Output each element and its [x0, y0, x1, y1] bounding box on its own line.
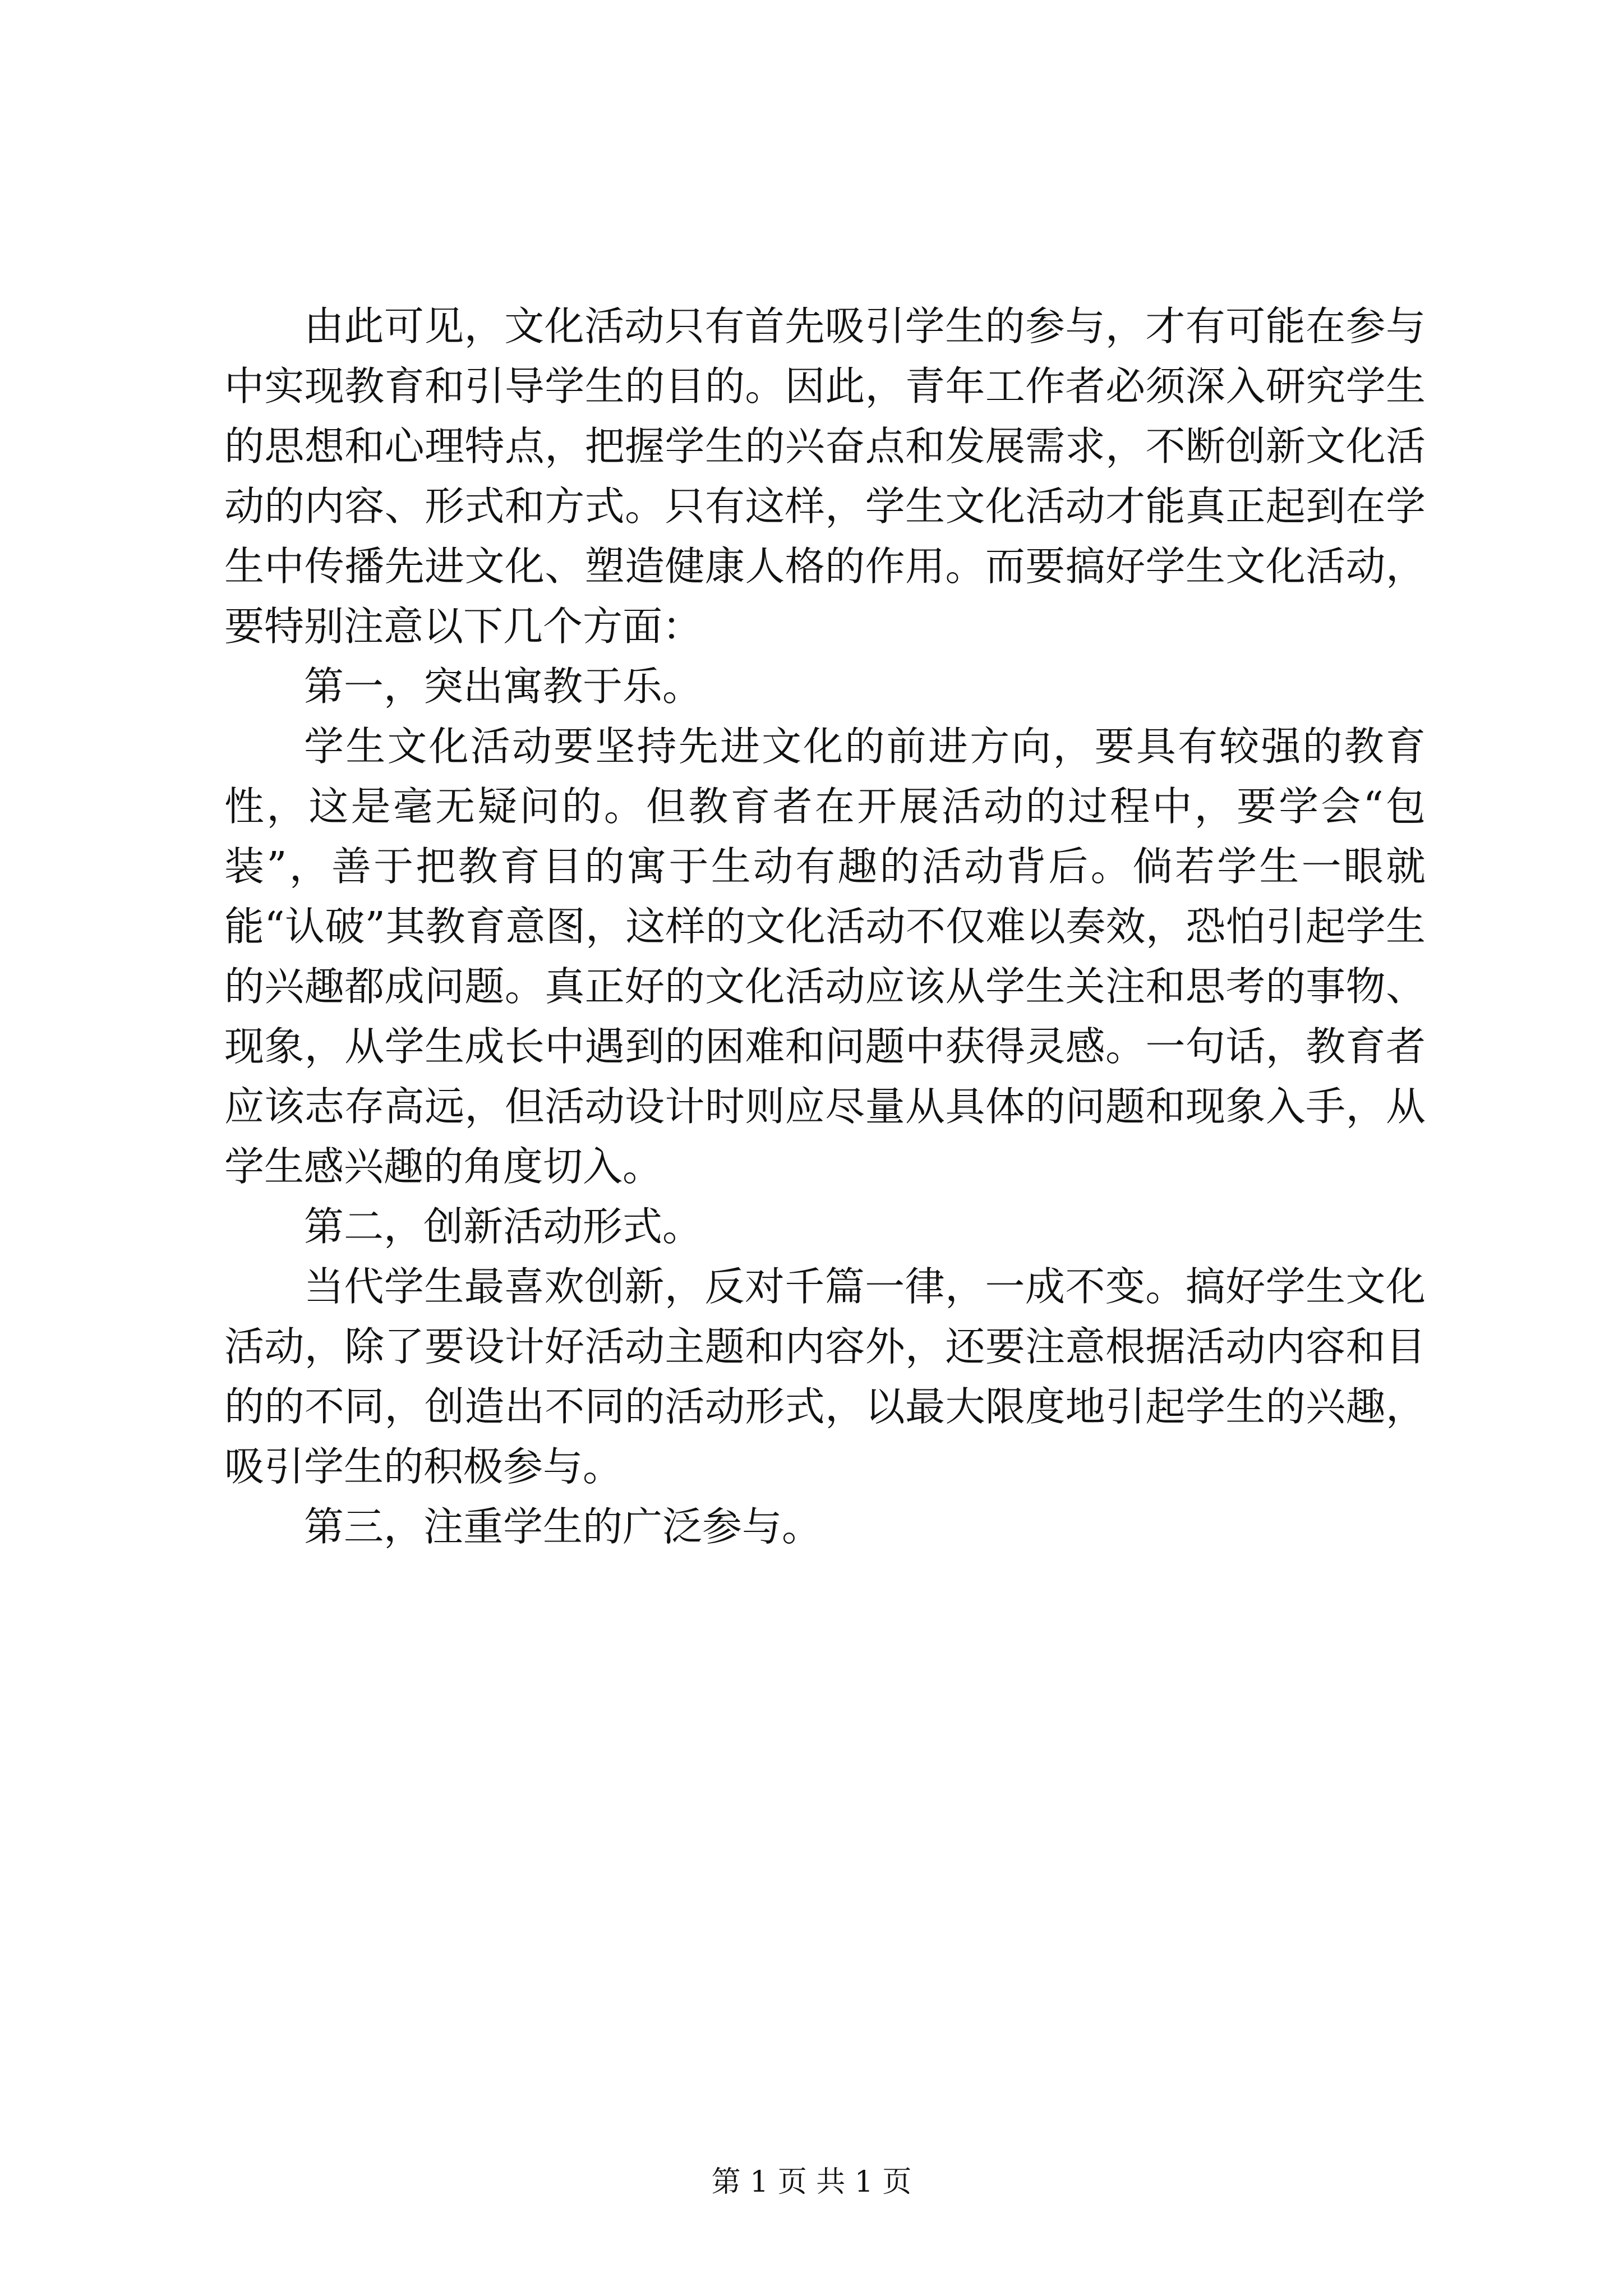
section-heading-2: 第二，创新活动形式。: [304, 1203, 703, 1250]
paragraph-section-1: 学生文化活动要坚持先进文化的前进方向，要具有较强的教育性，这是毫无疑问的。但教育者在开展活动的过程中，要学会“包装”，善于把教育目的寓于生动有趣的活动背后。倘若学生一眼就能“认破”其教育意图，这样的文化活动不仅难以奏效，恐怕引起学生的兴趣都成问题。真正好的文化活动应该从学生关注和思考的事物、现象，从学生成长中遇到的困难和问题中获得灵感。一句话，教育者应该志存高远，但活动设计时则应尽量从具体的问题和现象入手，从学生感兴趣的角度切入。: [224, 723, 1426, 1190]
document-body: [224, 296, 1426, 1557]
paragraph-intro: 由此可见，文化活动只有首先吸引学生的参与，才有可能在参与中实现教育和引导学生的目的。因此，青年工作者必须深入研究学生的思想和心理特点，把握学生的兴奋点和发展需求，不断创新文化活动的内容、形式和方式。只有这样，学生文化活动才能真正起到在学生中传播先进文化、塑造健康人格的作用。而要搞好学生文化活动，要特别注意以下几个方面：: [224, 303, 1426, 650]
paragraph-section-2: 当代学生最喜欢创新，反对千篇一律，一成不变。搞好学生文化活动，除了要设计好活动主题和内容外，还要注意根据活动内容和目的的不同，创造出不同的活动形式，以最大限度地引起学生的兴趣，吸引学生的积极参与。: [224, 1263, 1426, 1490]
page-footer: 第 1 页 共 1 页: [711, 2165, 912, 2199]
section-heading-3: 第三，注重学生的广泛参与。: [304, 1503, 822, 1550]
section-heading-1: 第一，突出寓教于乐。: [304, 663, 703, 710]
